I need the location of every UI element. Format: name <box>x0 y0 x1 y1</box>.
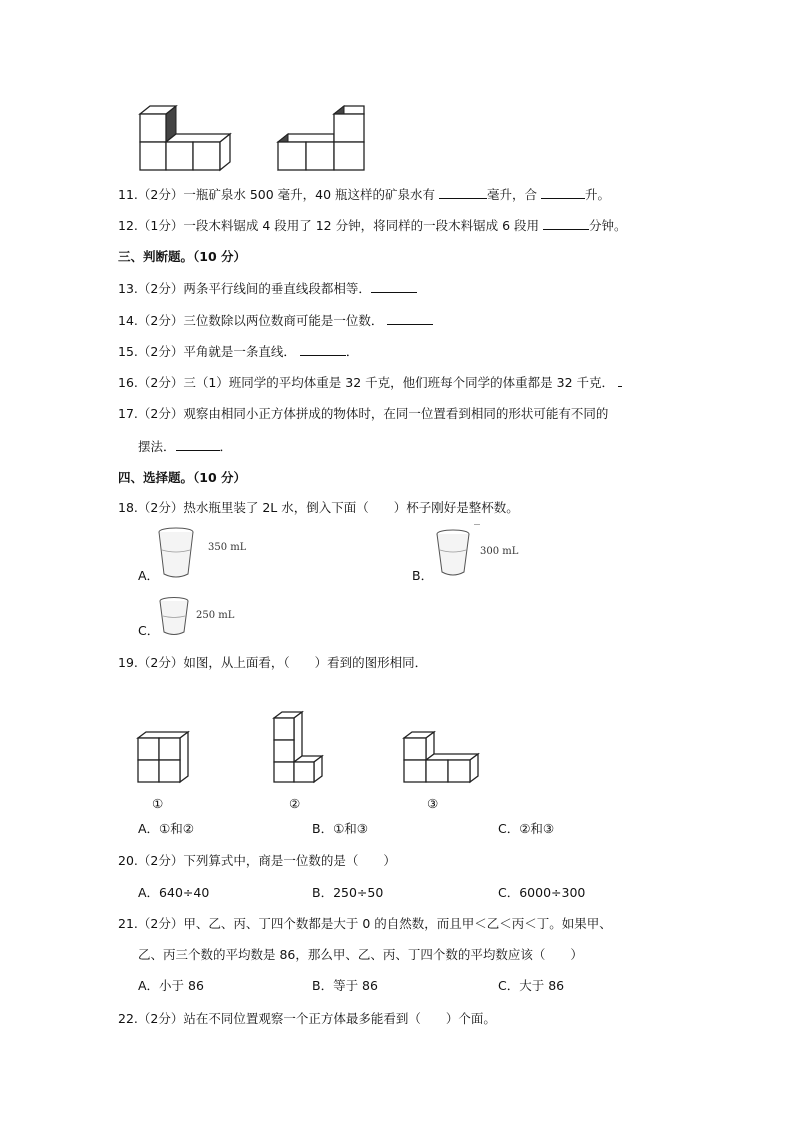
cup-volume-label: 250 mL <box>196 610 235 621</box>
question-score: （2分） <box>137 281 184 296</box>
answer-blank[interactable] <box>371 280 417 293</box>
cup-volume-label: 350 mL <box>208 542 246 553</box>
cup-300ml-icon <box>434 524 524 580</box>
option-a[interactable]: A．①和② <box>138 821 194 836</box>
question-13 <box>118 280 417 298</box>
cup-350ml-icon <box>156 526 246 582</box>
question-text: 热水瓶里装了 2L 水，倒入下面（ ）杯子刚好是整杯数。 <box>183 500 519 515</box>
question-text: 观察由相同小正方体拼成的物体时，在同一位置看到相同的形状可能有不同的 <box>183 406 609 421</box>
question-score: （2分） <box>137 406 184 421</box>
question-17-continued <box>138 438 232 456</box>
question-text: 三（1）班同学的平均体重是 32 千克，他们班每个同学的体重都是 32 千克． <box>183 375 618 390</box>
question-number: 18. <box>118 500 138 515</box>
option-a-label[interactable]: A． <box>138 568 160 583</box>
option-c[interactable]: C．大于 86 <box>498 978 565 993</box>
question-text: 分钟。 <box>588 218 627 233</box>
answer-blank[interactable] <box>387 312 433 325</box>
cube-figure-right <box>278 106 364 170</box>
question-text: 如图，从上面看，（ ）看到的图形相同． <box>183 655 428 670</box>
question-21 <box>118 915 612 933</box>
question-number: 14. <box>118 313 138 328</box>
q19-figure-3 <box>402 730 482 786</box>
question-number: 22. <box>118 1011 138 1026</box>
question-19 <box>118 654 427 672</box>
answer-blank[interactable] <box>618 374 622 387</box>
question-22 <box>118 1010 496 1028</box>
question-score: （2分） <box>137 853 184 868</box>
cube-figure-left <box>140 106 230 170</box>
question-text: 一瓶矿泉水 500 毫升，40 瓶这样的矿泉水有 <box>183 187 440 202</box>
question-text: 一段木料锯成 4 段用了 12 分钟，将同样的一段木料锯成 6 段用 <box>183 218 543 233</box>
question-text: 升。 <box>585 187 611 202</box>
answer-blank-ml[interactable] <box>439 186 487 199</box>
option-b-label[interactable]: B． <box>412 568 434 583</box>
question-score: （2分） <box>137 375 184 390</box>
question-score: （2分） <box>137 313 184 328</box>
cube-figures-q10 <box>138 104 378 172</box>
cup-volume-label: 300 mL <box>480 546 519 557</box>
question-number: 11. <box>118 187 138 202</box>
question-11 <box>118 186 610 204</box>
question-number: 16. <box>118 375 138 390</box>
section-title-choice: 四、选择题。（10 分） <box>118 470 246 485</box>
question-20 <box>118 852 396 870</box>
answer-blank-minutes[interactable] <box>543 217 589 230</box>
question-17 <box>118 405 608 423</box>
question-16 <box>118 374 622 392</box>
question-number: 20. <box>118 853 138 868</box>
question-text: ． <box>345 344 359 359</box>
option-b[interactable]: B．等于 86 <box>312 978 378 993</box>
question-text: 下列算式中，商是一位数的是（ ） <box>183 853 396 868</box>
question-score: （2分） <box>137 1011 184 1026</box>
question-number: 17. <box>118 406 138 421</box>
question-number: 15. <box>118 344 138 359</box>
answer-blank[interactable] <box>176 438 220 451</box>
answer-blank[interactable] <box>300 343 346 356</box>
question-text: 毫升，合 <box>487 187 541 202</box>
question-score: （2分） <box>137 916 184 931</box>
question-number: 21. <box>118 916 138 931</box>
question-text: ． <box>219 439 233 454</box>
question-21-continued: 乙、丙三个数的平均数是 86，那么甲、乙、丙、丁四个数的平均数应该（ ） <box>138 947 583 962</box>
question-score: （2分） <box>137 187 184 202</box>
option-b[interactable]: B．250÷50 <box>312 885 384 900</box>
figure-label-1: ① <box>152 796 164 811</box>
option-c-label[interactable]: C． <box>138 623 160 638</box>
question-number: 12. <box>118 218 138 233</box>
question-14 <box>118 312 433 330</box>
question-18 <box>118 499 519 517</box>
section-title-judgement: 三、判断题。（10 分） <box>118 249 246 264</box>
question-score: （2分） <box>137 344 184 359</box>
question-number: 13. <box>118 281 138 296</box>
question-score: （2分） <box>137 500 184 515</box>
question-number: 19. <box>118 655 138 670</box>
question-text: 摆法． <box>138 439 176 454</box>
q19-figure-1 <box>136 730 192 784</box>
question-text: 平角就是一条直线． <box>183 344 300 359</box>
question-text: 两条平行线间的垂直线段都相等． <box>183 281 371 296</box>
option-a[interactable]: A．小于 86 <box>138 978 204 993</box>
option-a[interactable]: A．640÷40 <box>138 885 210 900</box>
question-text: 甲、乙、丙、丁四个数都是大于 0 的自然数，而且甲＜乙＜丙＜丁。如果甲、 <box>183 916 612 931</box>
cup-250ml-icon <box>158 596 248 638</box>
answer-blank-l[interactable] <box>541 186 585 199</box>
question-12 <box>118 217 627 235</box>
q19-figure-2 <box>272 710 328 784</box>
question-text: 三位数除以两位数商可能是一位数． <box>183 313 388 328</box>
question-15 <box>118 343 358 361</box>
question-score: （2分） <box>137 655 184 670</box>
option-b[interactable]: B．①和③ <box>312 821 368 836</box>
option-c[interactable]: C．6000÷300 <box>498 885 586 900</box>
figure-label-2: ② <box>289 796 301 811</box>
figure-label-3: ③ <box>427 796 439 811</box>
option-c[interactable]: C．②和③ <box>498 821 555 836</box>
question-text: 站在不同位置观察一个正方体最多能看到（ ）个面。 <box>183 1011 496 1026</box>
question-score: （1分） <box>137 218 184 233</box>
